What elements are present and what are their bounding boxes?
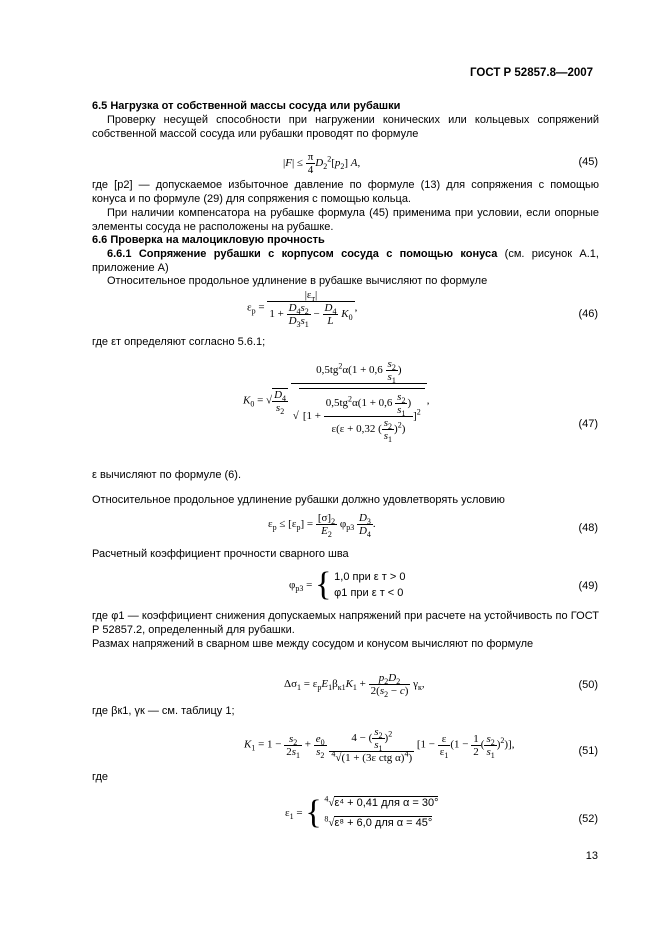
formula-49: $\varphi_{p3}$ = { 1,0 при ε т > 0 φ1 при ε т < 0	[289, 566, 406, 603]
paragraph-6-5-compensator: При наличии компенсатора на рубашке формула (45) применима при условии, если опорные элементы сосуда не расположены на рубашке.	[92, 207, 599, 233]
section-title-6-6: 6.6 Проверка на малоцикловую прочность	[92, 234, 325, 246]
formula-49-case-2: φ1 при ε т < 0	[334, 587, 404, 599]
formula-45: |F| ≤ $\frac{\pi}{4}$ $D_2^2[p_2]$ A,	[283, 151, 361, 176]
paragraph-6-6-1	[92, 248, 599, 275]
formula-48: $\varepsilon_p \le [\varepsilon_p]$ = $\frac{[\sigma]_2}{E_2}$ $\varphi_{p3}$ $\frac{D_3}{D_4}$ .	[268, 512, 376, 540]
eq-number-50: (50)	[578, 679, 598, 691]
subsection-title-6-6-1: 6.6.1 Сопряжение рубашки с корпусом сосуда с помощью конуса	[107, 248, 498, 260]
paragraph-eps-t: где εт определяют согласно 5.6.1;	[92, 336, 266, 348]
formula-46: $\varepsilon_p$ = $|\varepsilon_т|$ 1 + $\frac{D_4s_2}{D_3s_1}$ − $\frac{D_4}{L}$ $K_0$ ,	[247, 289, 358, 330]
formula-52-case-1: ε⁴ + 0,41 для α = 30°	[334, 797, 439, 809]
eq-number-51: (51)	[578, 745, 598, 757]
subsection-ref: (см. рисунок А.1, приложение А)	[92, 248, 599, 274]
eq-number-46: (46)	[578, 308, 598, 320]
paragraph-phi-1: где φ1 — коэффициент снижения допускаемых напряжений при расчете на устойчивость по ГОСТ Р 52857.2, определенный для рубашки.	[92, 610, 599, 636]
eq-number-49: (49)	[578, 580, 598, 592]
formula-52-case-2: ε⁸ + 6,0 для α = 45°	[334, 817, 433, 829]
paragraph-eps: ε вычисляют по формуле (6).	[92, 469, 242, 481]
formula-50: $\Delta\sigma_1 = \varepsilon_pE_1\beta_{к1}K_1$ + $\frac{p_2D_2}{2(s_2 - c)}$ $\gamma_к$,	[284, 672, 425, 700]
paragraph-beta: где βк1, γк — см. таблицу 1;	[92, 705, 235, 717]
eq-number-48: (48)	[578, 522, 598, 534]
paragraph-elongation: Относительное продольное удлинение в рубашке вычисляют по формуле	[107, 275, 488, 287]
paragraph-where: где	[92, 771, 109, 783]
eq-number-47: (47)	[578, 418, 598, 430]
formula-51: $K_1 = 1$ − $\frac{s_2}{2s_1}$ + $\frac{e_0}{s_2}$ 4 − ( $\frac{s_2}{s_1}$ )$^2$ $^4$√(1 + (3ε ctg α)$^4$) [1 − $\frac{\varepsilon}{\varepsilon_1}$ (1 − $\frac{1}{2}$ ( $\frac{s_2}{s_1}$ )$^2$)],	[244, 726, 515, 764]
paragraph-stress-range: Размах напряжений в сварном шве между сосудом и конусом вычисляют по формуле	[92, 638, 534, 650]
paragraph-6-5-intro: Проверку несущей способности при нагружении конических или кольцевых сопряжений собственной массой сосуда или рубашки проводят по формуле	[92, 114, 599, 140]
eq-number-45: (45)	[578, 156, 598, 168]
eq-number-52: (52)	[578, 813, 598, 825]
paragraph-6-5-where: где [p2] — допускаемое избыточное давление по формуле (13) для сопряжения с помощью конуса и по формуле (29) для сопряжения с помощью кольца.	[92, 179, 599, 205]
doc-id: ГОСТ Р 52857.8—2007	[470, 67, 594, 79]
section-title-6-5: 6.5 Нагрузка от собственной массы сосуда или рубашки	[92, 100, 401, 112]
formula-49-case-1: 1,0 при ε т > 0	[334, 571, 406, 583]
paragraph-condition: Относительное продольное удлинение рубашки должно удовлетворять условию	[92, 494, 505, 506]
paragraph-weld-coef: Расчетный коэффициент прочности сварного шва	[92, 548, 349, 560]
formula-47: $K_0$ = √ $\frac{D_4}{s_2}$ $0,5tg^2\alpha(1 + 0,6$ $\frac{s_2}{s_1}$ ) √ [1 + $0,5tg^2\alpha(1 + 0,6$ $\frac{s_2}{s_1}$ ) ε(ε + 0,32 ( $\frac{s_2}{s_1}$ )$^2$) ]$^2$ ,	[243, 358, 430, 445]
formula-52: $\varepsilon_1$ = { $^4$√ε⁴ + 0,41 для α = 30° $^8$√ε⁸ + 6,0 для α = 45°	[285, 794, 439, 831]
page-number: 13	[585, 850, 598, 862]
